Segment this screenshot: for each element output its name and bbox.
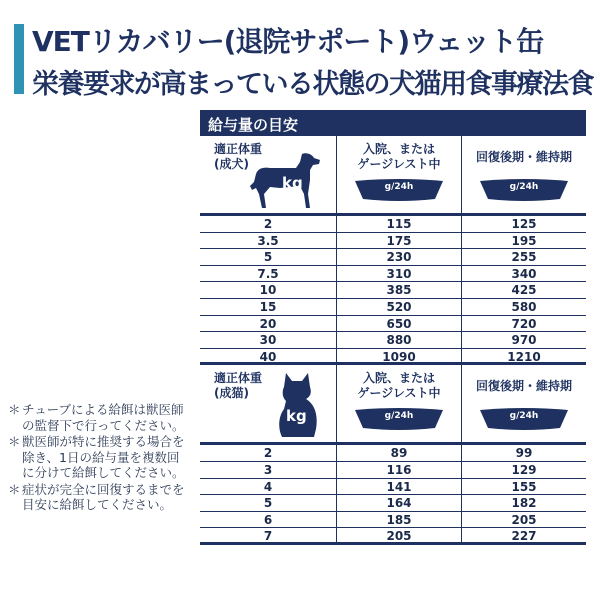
table-row bbox=[200, 528, 586, 545]
hospital-cell: 230 bbox=[336, 249, 461, 265]
dog-hospital-label-1: 入院、または bbox=[362, 142, 435, 156]
dog-hospital-label-2: ゲージレスト中 bbox=[357, 157, 441, 171]
hospital-cell: 141 bbox=[336, 479, 461, 495]
maintenance-cell: 580 bbox=[461, 299, 586, 315]
hospital-cell: 205 bbox=[336, 528, 461, 544]
maintenance-cell: 99 bbox=[461, 445, 586, 461]
note-mark: ＊ bbox=[8, 481, 21, 497]
dog-weight-label: 適正体重 bbox=[214, 142, 263, 156]
hospital-cell: 520 bbox=[336, 299, 461, 315]
bowl-icon bbox=[478, 177, 570, 203]
hospital-cell: 650 bbox=[336, 316, 461, 332]
note-item bbox=[8, 434, 190, 481]
dog-unit-label: g/24h bbox=[384, 182, 414, 192]
cat-weight-label: 適正体重 bbox=[214, 371, 263, 386]
title-accent-bar bbox=[14, 24, 24, 94]
hospital-cell: 880 bbox=[336, 332, 461, 348]
feeding-table bbox=[200, 110, 586, 545]
dog-weight-sublabel: (成犬) bbox=[214, 157, 249, 171]
weight-cell: 10 bbox=[259, 283, 277, 298]
cat-icon bbox=[272, 371, 322, 439]
table-row bbox=[200, 233, 586, 250]
maintenance-cell: 125 bbox=[461, 216, 586, 232]
cat-hospital-label-2: ゲージレスト中 bbox=[357, 386, 441, 401]
dog-rows bbox=[200, 216, 586, 365]
table-row bbox=[200, 349, 586, 366]
table-row bbox=[200, 479, 586, 496]
weight-cell: 40 bbox=[259, 349, 277, 364]
hospital-cell: 89 bbox=[336, 445, 461, 461]
maintenance-cell: 205 bbox=[461, 512, 586, 528]
note-mark: ＊ bbox=[8, 402, 21, 417]
hospital-cell: 1090 bbox=[336, 349, 461, 365]
maintenance-cell: 182 bbox=[461, 495, 586, 511]
note-mark: ＊ bbox=[8, 434, 21, 449]
table-row bbox=[200, 266, 586, 283]
weight-cell: 6 bbox=[263, 512, 273, 527]
cat-hospital-header bbox=[336, 365, 461, 442]
dog-weight-header bbox=[200, 136, 336, 213]
maintenance-cell: 155 bbox=[461, 479, 586, 495]
dog-kg-label: kg bbox=[282, 174, 303, 192]
hospital-cell: 116 bbox=[336, 462, 461, 478]
product-title: VETリカバリー(退院サポート)ウェット缶 bbox=[32, 25, 544, 58]
weight-cell: 5 bbox=[263, 250, 273, 265]
cat-weight-header bbox=[200, 365, 336, 442]
weight-cell: 2 bbox=[263, 217, 273, 231]
bowl-icon bbox=[478, 406, 570, 432]
weight-cell: 5 bbox=[263, 496, 273, 511]
table-row bbox=[200, 332, 586, 349]
maintenance-cell: 720 bbox=[461, 316, 586, 332]
weight-cell: 7.5 bbox=[257, 266, 279, 281]
feeding-table-header: 給与量の目安 bbox=[200, 110, 586, 136]
table-row bbox=[200, 512, 586, 529]
weight-cell: 15 bbox=[259, 299, 277, 314]
maintenance-cell: 425 bbox=[461, 282, 586, 298]
weight-cell: 3 bbox=[263, 462, 273, 477]
cat-hospital-label-1: 入院、または bbox=[362, 371, 435, 386]
weight-cell: 4 bbox=[263, 479, 273, 494]
cat-maintenance-label: 回復後期・維持期 bbox=[475, 379, 572, 394]
note-item bbox=[8, 482, 190, 513]
dog-maintenance-header bbox=[461, 136, 586, 213]
table-row bbox=[200, 462, 586, 479]
weight-cell: 30 bbox=[259, 333, 277, 348]
product-subtitle: 栄養要求が高まっている状態の犬猫用食事療法食 bbox=[32, 69, 593, 100]
dog-hospital-header bbox=[336, 136, 461, 213]
hospital-cell: 310 bbox=[336, 266, 461, 282]
table-row bbox=[200, 282, 586, 299]
maintenance-cell: 129 bbox=[461, 462, 586, 478]
maintenance-cell: 340 bbox=[461, 266, 586, 282]
table-row bbox=[200, 445, 586, 462]
cat-rows bbox=[200, 445, 586, 545]
dog-maintenance-label: 回復後期・維持期 bbox=[475, 150, 572, 164]
weight-cell: 7 bbox=[263, 529, 273, 544]
cat-unit-label-2: g/24h bbox=[509, 411, 539, 422]
table-row bbox=[200, 249, 586, 266]
bowl-icon bbox=[353, 177, 445, 203]
cat-header-row bbox=[200, 365, 586, 445]
cat-maintenance-header bbox=[461, 365, 586, 442]
note-item bbox=[8, 402, 190, 433]
cat-kg-label: kg bbox=[286, 407, 307, 426]
dog-unit-label-2: g/24h bbox=[509, 182, 539, 192]
table-row bbox=[200, 316, 586, 333]
note-text: チューブによる給餌は獣医師の監督下で行ってください。 bbox=[22, 402, 185, 433]
hospital-cell: 185 bbox=[336, 512, 461, 528]
maintenance-cell: 970 bbox=[461, 332, 586, 348]
weight-cell: 2 bbox=[263, 446, 273, 461]
table-row bbox=[200, 216, 586, 233]
maintenance-cell: 227 bbox=[461, 528, 586, 544]
weight-cell: 3.5 bbox=[257, 233, 279, 248]
maintenance-cell: 255 bbox=[461, 249, 586, 265]
weight-cell: 20 bbox=[259, 316, 277, 331]
note-text: 獣医師が特に推奨する場合を除き、1日の給与量を複数回に分けて給餌してください。 bbox=[22, 434, 185, 480]
hospital-cell: 385 bbox=[336, 282, 461, 298]
note-text: 症状が完全に回復するまでを目安に給餌してください。 bbox=[22, 481, 185, 512]
maintenance-cell: 195 bbox=[461, 233, 586, 249]
bowl-icon bbox=[353, 406, 445, 432]
dog-header-row bbox=[200, 136, 586, 216]
hospital-cell: 175 bbox=[336, 233, 461, 249]
table-row bbox=[200, 495, 586, 512]
maintenance-cell: 1210 bbox=[461, 349, 586, 365]
hospital-cell: 164 bbox=[336, 495, 461, 511]
cat-unit-label: g/24h bbox=[384, 411, 414, 422]
hospital-cell: 115 bbox=[336, 216, 461, 232]
cat-weight-sublabel: (成猫) bbox=[214, 386, 249, 401]
notes-section bbox=[8, 402, 190, 514]
table-row bbox=[200, 299, 586, 316]
